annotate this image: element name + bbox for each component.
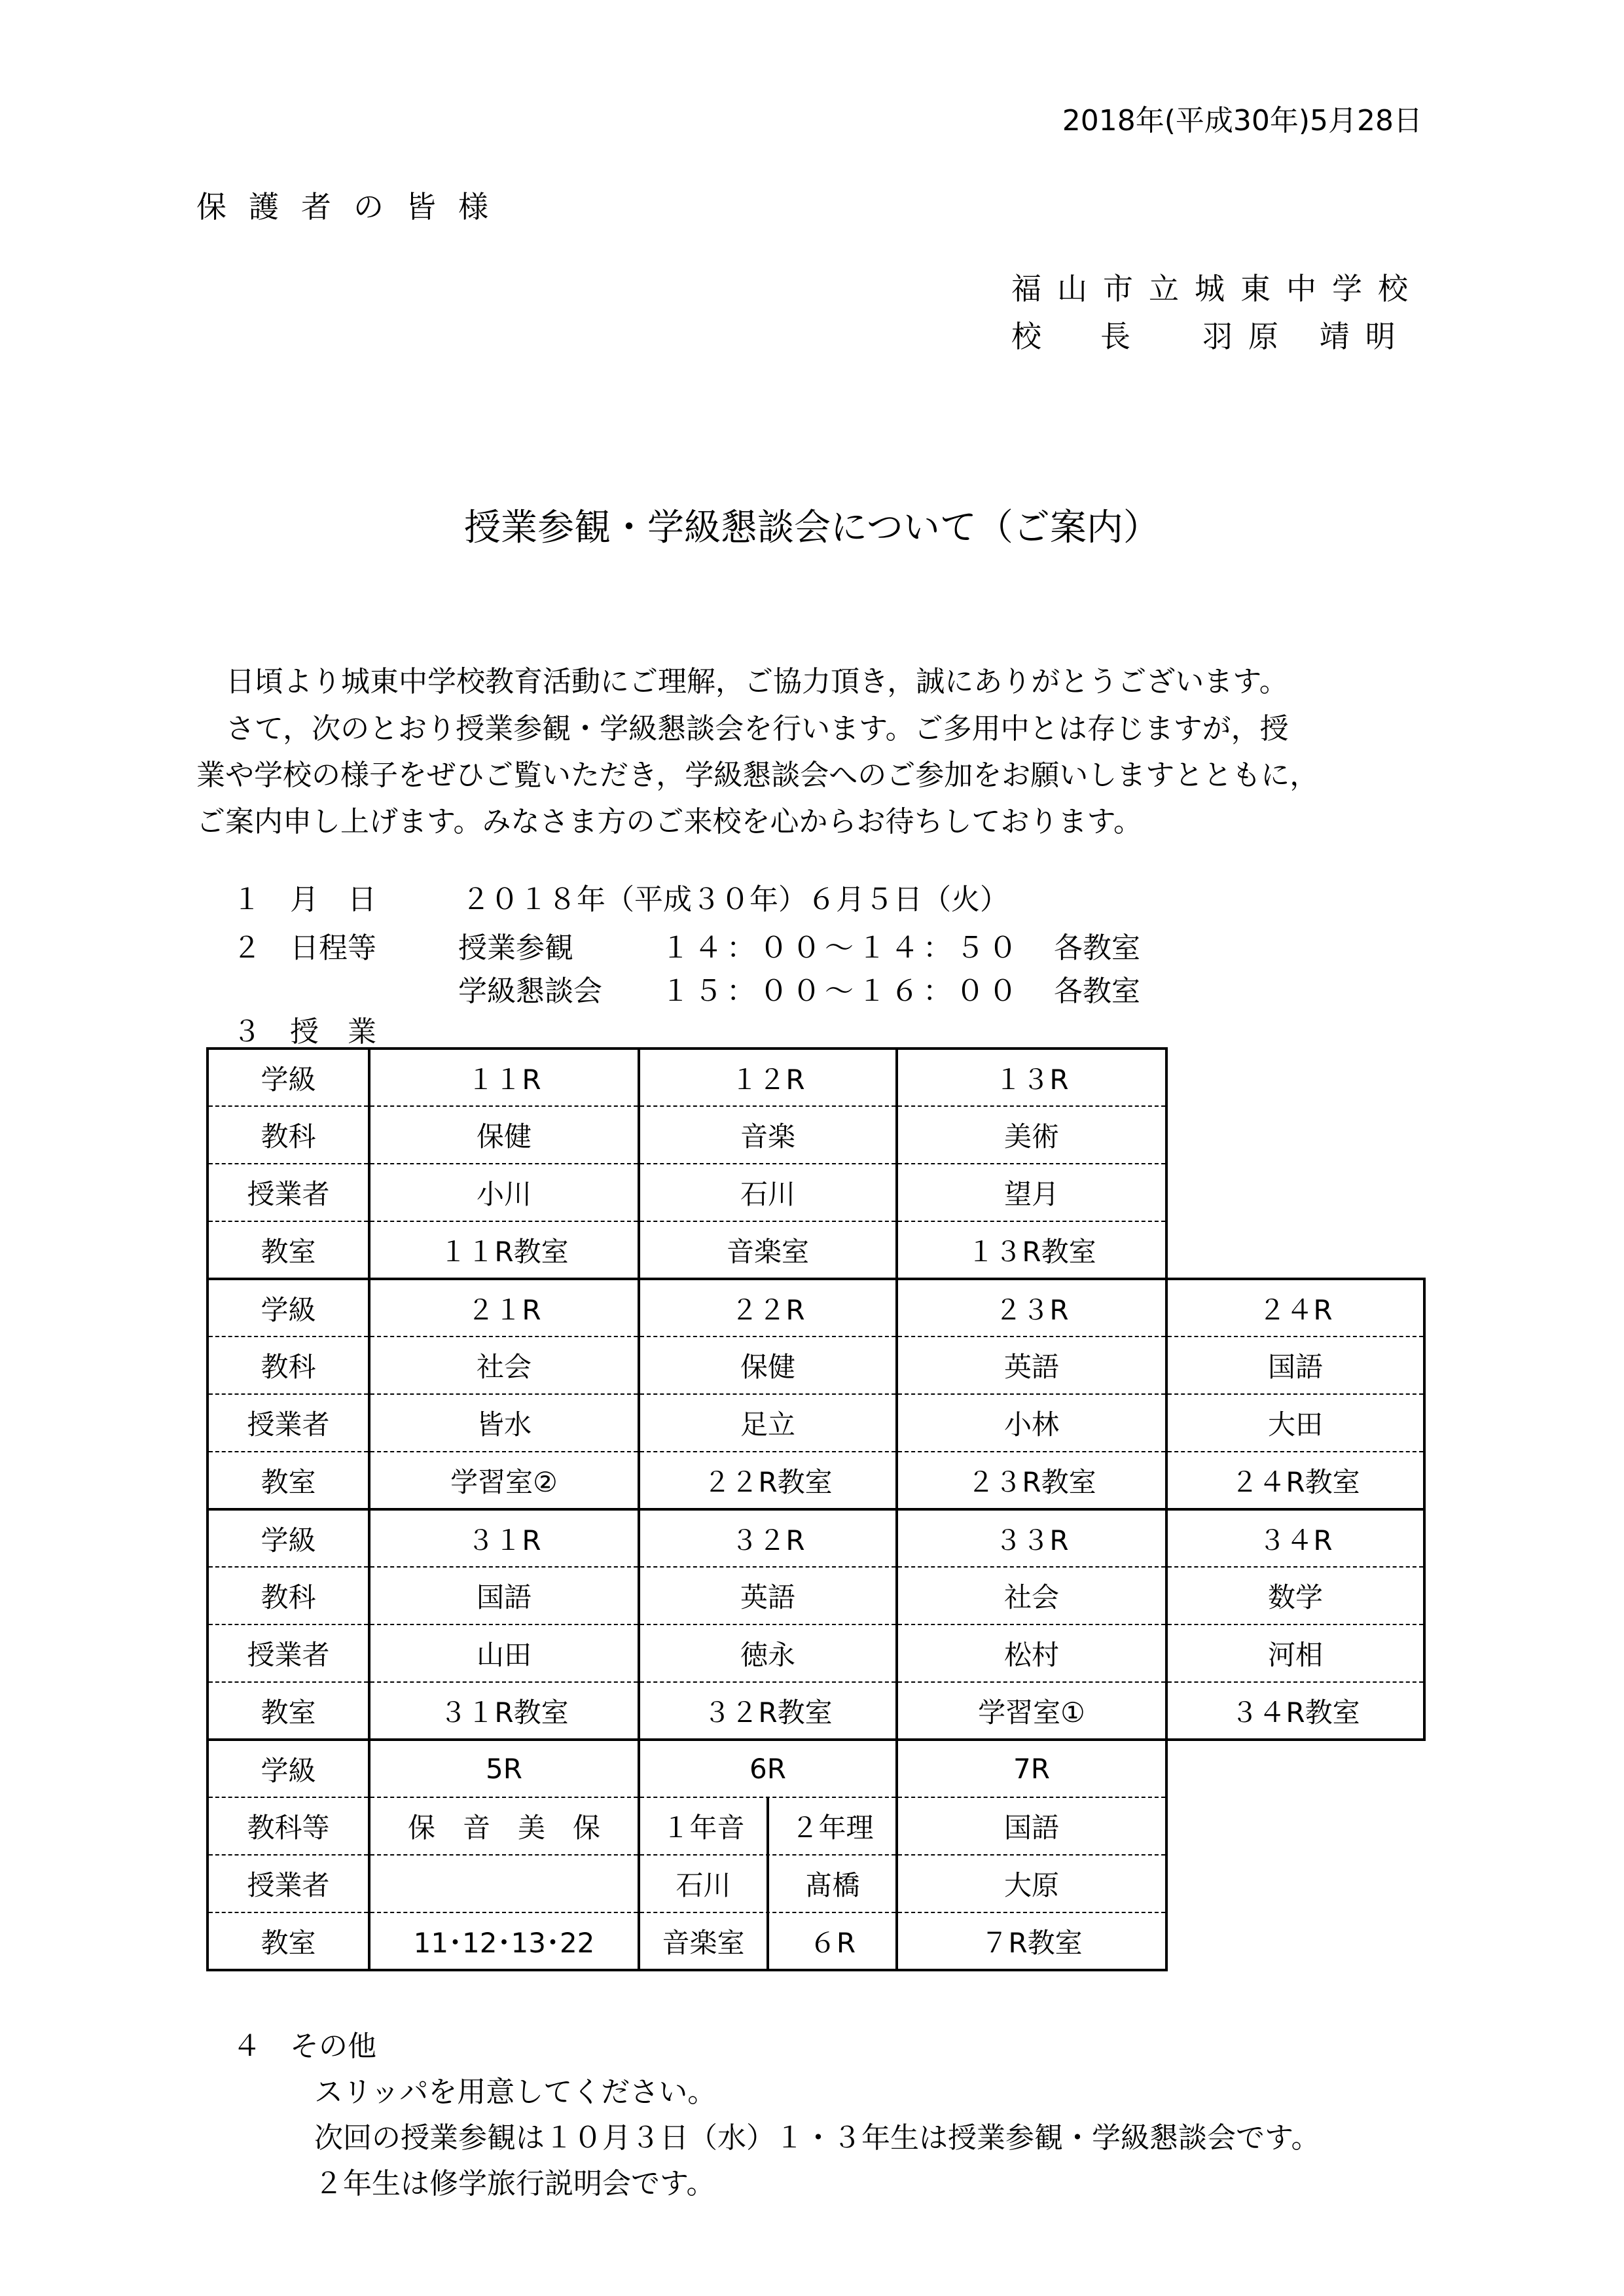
cell: ３２R xyxy=(639,1509,897,1567)
cell: 6R xyxy=(639,1740,897,1797)
visit-label: 授業参観 xyxy=(458,931,573,965)
body-paragraph-1 xyxy=(226,658,1288,700)
empty-cell xyxy=(1166,1049,1424,1106)
split-cell xyxy=(639,1855,897,1912)
cell: 保健 xyxy=(369,1106,639,1164)
cell: 学習室② xyxy=(369,1452,639,1509)
cell: ２２R教室 xyxy=(639,1452,897,1509)
recipient: 保護者の皆様 xyxy=(196,189,511,224)
cell: 皆水 xyxy=(369,1394,639,1452)
row-label: 授業者 xyxy=(208,1855,369,1912)
item-classes-label: ３ 授 業 xyxy=(232,1015,376,1049)
item-date-label: １ 月 日 xyxy=(232,883,376,916)
cell: ３３R xyxy=(897,1509,1166,1567)
table-row xyxy=(208,1797,1424,1855)
body-paragraph-2 xyxy=(226,705,1289,747)
row-label: 学級 xyxy=(208,1740,369,1797)
cell: 髙橋 xyxy=(767,1856,895,1912)
class-schedule-table xyxy=(206,1047,1426,1971)
cell: 足立 xyxy=(639,1394,897,1452)
visit-place: 各教室 xyxy=(1054,931,1140,965)
cell: 英語 xyxy=(897,1336,1166,1394)
row-label: 教科 xyxy=(208,1336,369,1394)
cell: １３R教室 xyxy=(897,1221,1166,1279)
cell: 学習室① xyxy=(897,1682,1166,1740)
cell: 国語 xyxy=(897,1797,1166,1855)
table-row xyxy=(208,1452,1424,1509)
row-label: 教科 xyxy=(208,1106,369,1164)
cell: 小林 xyxy=(897,1394,1166,1452)
table-row xyxy=(208,1106,1424,1164)
empty-cell xyxy=(1166,1164,1424,1221)
row-label: 教室 xyxy=(208,1912,369,1970)
table-row xyxy=(208,1682,1424,1740)
cell: ３１R xyxy=(369,1509,639,1567)
row-label: 教室 xyxy=(208,1682,369,1740)
cell: 小川 xyxy=(369,1164,639,1221)
cell: 望月 xyxy=(897,1164,1166,1221)
item-other-label: ４ その他 xyxy=(232,2030,376,2063)
cell: ３４R xyxy=(1166,1509,1424,1567)
row-label: 教室 xyxy=(208,1452,369,1509)
empty-cell xyxy=(1166,1912,1424,1970)
item-schedule-label: ２ 日程等 xyxy=(232,931,376,965)
principal-name: 羽原 靖明 xyxy=(1202,319,1411,354)
other-note-1: スリッパを用意してください。 xyxy=(314,2075,717,2109)
cell: 大原 xyxy=(897,1855,1166,1912)
cell: １１R xyxy=(369,1049,639,1106)
row-label: 授業者 xyxy=(208,1394,369,1452)
cell: 保健 xyxy=(639,1336,897,1394)
other-note-3: ２年生は修学旅行説明会です。 xyxy=(314,2167,715,2200)
row-label: 学級 xyxy=(208,1049,369,1106)
table-row xyxy=(208,1049,1424,1106)
row-label: 学級 xyxy=(208,1509,369,1567)
table-row xyxy=(208,1509,1424,1567)
body-paragraph-3: 業や学校の様子をぜひご覧いただき，学級懇談会へのご参加をお願いしますとともに， xyxy=(196,759,1319,792)
meeting-label: 学級懇談会 xyxy=(458,975,602,1008)
item-date-value: ２０１８年（平成３０年）６月５日（火） xyxy=(461,883,1009,916)
school-name: 福山市立城東中学校 xyxy=(1011,271,1424,306)
table-row xyxy=(208,1912,1424,1970)
body-text-1: 日頃より城東中学校教育活動にご理解，ご協力頂き，誠にありがとうございます。 xyxy=(226,665,1288,698)
cell: １２R xyxy=(639,1049,897,1106)
cell: １１R教室 xyxy=(369,1221,639,1279)
body-paragraph-4: ご案内申し上げます。みなさま方のご来校を心からお待ちしております。 xyxy=(196,805,1142,838)
row-label: 教科 xyxy=(208,1567,369,1624)
cell: 5R xyxy=(369,1740,639,1797)
cell: ３４R教室 xyxy=(1166,1682,1424,1740)
table-row xyxy=(208,1855,1424,1912)
meeting-time: １５：００～１６：００ xyxy=(661,975,1021,1008)
split-cell xyxy=(639,1797,897,1855)
cell: ２年理 xyxy=(767,1798,895,1854)
cell: ６R xyxy=(767,1913,895,1969)
row-label: 教科等 xyxy=(208,1797,369,1855)
visit-time: １４：００～１４：５０ xyxy=(661,931,1021,965)
cell: ２４R教室 xyxy=(1166,1452,1424,1509)
table-row xyxy=(208,1221,1424,1279)
row-label: 教室 xyxy=(208,1221,369,1279)
cell: 数学 xyxy=(1166,1567,1424,1624)
empty-cell xyxy=(1166,1221,1424,1279)
cell: 河相 xyxy=(1166,1624,1424,1682)
cell: 英語 xyxy=(639,1567,897,1624)
cell: 大田 xyxy=(1166,1394,1424,1452)
page-title: 授業参観・学級懇談会について（ご案内） xyxy=(464,507,1160,549)
cell: 11･12･13･22 xyxy=(369,1912,639,1970)
empty-cell xyxy=(1166,1797,1424,1855)
cell: ２１R xyxy=(369,1279,639,1336)
cell: ３１R教室 xyxy=(369,1682,639,1740)
row-label: 授業者 xyxy=(208,1164,369,1221)
cell: 石川 xyxy=(639,1164,897,1221)
table-row xyxy=(208,1624,1424,1682)
table-row xyxy=(208,1164,1424,1221)
table-row xyxy=(208,1336,1424,1394)
cell: ７R教室 xyxy=(897,1912,1166,1970)
cell: 松村 xyxy=(897,1624,1166,1682)
cell: ２３R教室 xyxy=(897,1452,1166,1509)
split-cell xyxy=(639,1912,897,1970)
cell: １年音 xyxy=(662,1812,745,1844)
cell: ２２R xyxy=(639,1279,897,1336)
body-text-2: さて，次のとおり授業参観・学級懇談会を行います。ご多用中とは存じますが，授 xyxy=(226,712,1289,745)
table-row xyxy=(208,1394,1424,1452)
cell: 徳永 xyxy=(639,1624,897,1682)
cell: １３R xyxy=(897,1049,1166,1106)
table-row xyxy=(208,1567,1424,1624)
cell: 保 音 美 保 xyxy=(369,1797,639,1855)
row-label: 学級 xyxy=(208,1279,369,1336)
meeting-place: 各教室 xyxy=(1054,975,1140,1008)
cell: 山田 xyxy=(369,1624,639,1682)
cell: ２４R xyxy=(1166,1279,1424,1336)
cell: 社会 xyxy=(897,1567,1166,1624)
cell: ３２R教室 xyxy=(639,1682,897,1740)
cell: 美術 xyxy=(897,1106,1166,1164)
cell: 音楽 xyxy=(639,1106,897,1164)
cell: 音楽室 xyxy=(639,1221,897,1279)
table-row xyxy=(208,1740,1424,1797)
table-row xyxy=(208,1279,1424,1336)
other-note-2: 次回の授業参観は１０月３日（水）１・３年生は授業参観・学級懇談会です。 xyxy=(314,2121,1320,2155)
document-date: 2018年(平成30年)5月28日 xyxy=(1062,104,1422,137)
principal-line xyxy=(1011,313,1411,356)
cell: 石川 xyxy=(676,1869,731,1901)
cell: 音楽室 xyxy=(662,1926,745,1959)
row-label: 授業者 xyxy=(208,1624,369,1682)
empty-cell xyxy=(1166,1855,1424,1912)
empty-cell xyxy=(1166,1106,1424,1164)
cell: ２３R xyxy=(897,1279,1166,1336)
cell: 国語 xyxy=(369,1567,639,1624)
principal-title: 校長 xyxy=(1011,319,1189,354)
empty-cell xyxy=(1166,1740,1424,1797)
cell: 国語 xyxy=(1166,1336,1424,1394)
cell: 7R xyxy=(897,1740,1166,1797)
cell xyxy=(369,1855,639,1912)
cell: 社会 xyxy=(369,1336,639,1394)
